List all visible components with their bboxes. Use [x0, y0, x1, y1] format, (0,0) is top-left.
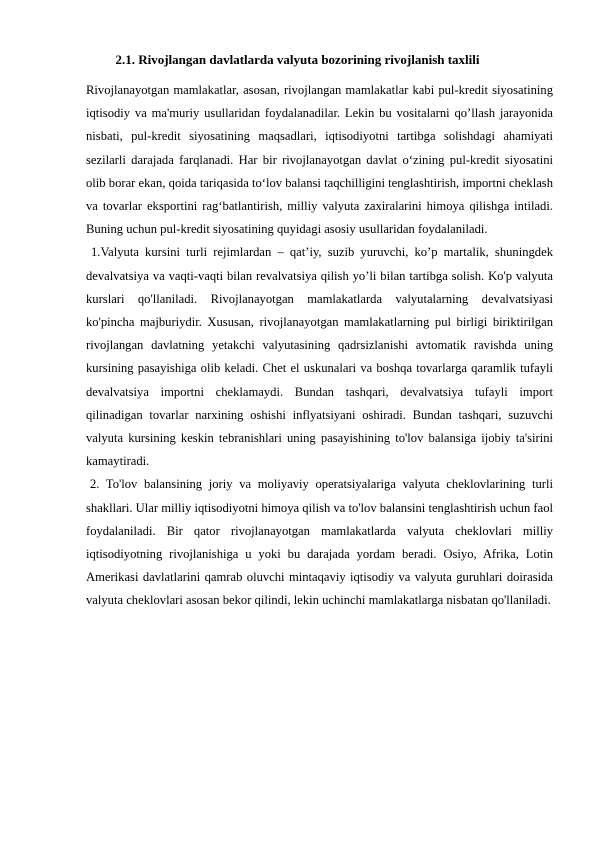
body-text — [86, 79, 553, 613]
paragraph-point-2: 2. To'lov balansining joriy va moliyaviy operatsiyalariga valyuta cheklovlarining turli shakllari. Ular milliy iqtisodiyotni himoya qilish va to'lov balansini tenglashtirish uchun faol foydalaniladi. Bir qator rivojlanayotgan mamlakatlarda valyuta cheklovlari milliy iqtisodiyotning rivojlanishiga u yoki bu darajada yordam beradi. Osiyo, Afrika, Lotin Amerikasi davlatlarini qamrab oluvchi mintaqaviy iqtisodiy va valyuta guruhlari doirasida valyuta cheklovlari asosan bekor qilindi, lekin uchinchi mamlakatlarga nisbatan qo'llaniladi. — [86, 477, 553, 608]
paragraph-point-1: 1.Valyuta kursini turli rejimlardan – qat’iy, suzib yuruvchi, ko’p martalik, shuningdek devalvatsiya va vaqti-vaqti bilan revalvatsiya qilish yo’li bilan tartibga solish. Ko'p valyuta kurslari qo'llaniladi. Rivojlanayotgan mamlakatlarda valyutalarning devalvatsiyasi ko'pincha majburiydir. Xususan, rivojlanayotgan mamlakatlarning pul birligi biriktirilgan rivojlangan davlatning yetakchi valyutasining qadrsizlanishi avtomatik ravishda uning kursining pasayishiga olib keladi. Chet el uskunalari va boshqa tovarlarga qaramlik tufayli devalvatsiya importni cheklamaydi. Bundan tashqari, devalvatsiya tufayli import qilinadigan tovarlar narxining oshishi inflyatsiyani oshiradi. Bundan tashqari, suzuvchi valyuta kursining keskin tebranishlari uning pasayishining to'lov balansiga ijobiy ta'sirini kamaytiradi. — [86, 245, 553, 469]
section-heading: 2.1. Rivojlangan davlatlarda valyuta bozorining rivojlanish taxlili — [115, 52, 480, 67]
paragraph-intro: Rivojlanayotgan mamlakatlar, asosan, rivojlangan mamlakatlar kabi pul-kredit siyosatining iqtisodiy va ma'muriy usullaridan foydalanadilar. Lekin bu vositalarni qo’llash jarayonida nisbati, pul-kredit siyosatining maqsadlari, iqtisodiyotni tartibga solishdagi ahamiyati sezilarli darajada farqlanadi. Har bir rivojlanayotgan davlat o‘zining pul-kredit siyosatini olib borar ekan, qoida tariqasida to‘lov balansi taqchilligini tenglashtirish, importni cheklash va tovarlar eksportini rag‘batlantirish, milliy valyuta zaxiralarini himoya qilishga intiladi. Buning uchun pul-kredit siyosatining quyidagi asosiy usullaridan foydalaniladi. — [86, 83, 553, 237]
